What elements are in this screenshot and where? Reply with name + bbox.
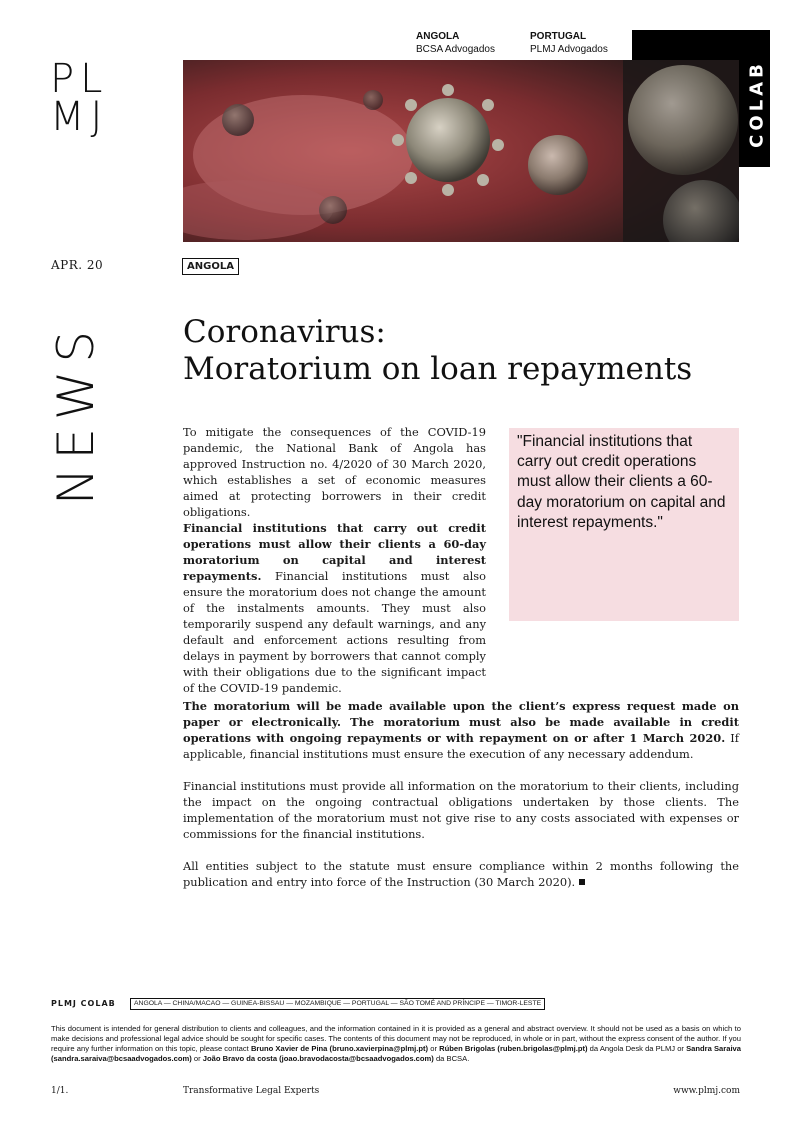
office-firm: PLMJ Advogados <box>530 44 608 55</box>
coronavirus-illustration <box>183 60 739 242</box>
contact-1: Bruno Xavier de Pina (bruno.xavierpina@plmj.pt) <box>250 1044 429 1053</box>
disclaimer-joiner: da BCSA. <box>433 1054 470 1063</box>
publication-date: APR. 20 <box>51 258 104 272</box>
office-country: ANGOLA <box>416 31 460 42</box>
paragraph-1: To mitigate the consequences of the COVID-19 pandemic, the National Bank of Angola has approved Instruction no. 4/2020 of 30 March 2020, which establishes a set of economic measures aimed at protecting borrowers in their credit obligations. <box>183 425 486 519</box>
tagline: Transformative Legal Experts <box>183 1086 320 1096</box>
paragraph-3-bold: The moratorium will be made available upon the client’s express request made on paper or electronically. The moratorium must also be made available in credit operations with ongoing repayments or with repayment on or after 1 March 2020. <box>183 699 739 745</box>
plmj-logo <box>50 56 134 140</box>
contact-3: Sandra Saraiva (sandra.saraiva@bcsaadvogados.com) <box>51 1044 742 1063</box>
disclaimer <box>51 1024 741 1064</box>
disclaimer-text: This document is intended for general distribution to clients and colleagues, and the information contained in it is provided as a general and abstract overview. It should not be used as a basis on which to make decisions and professional legal advice should be sought for specific cases. The contents of this document may not be reproduced, in whole or in part, without the express consent of the author. If you require any further information on this topic, please contact <box>51 1024 741 1053</box>
paragraph-2 <box>183 520 486 696</box>
end-mark-icon <box>579 879 585 885</box>
contact-2: Rúben Brigolas (ruben.brigolas@plmj.pt) <box>439 1044 588 1053</box>
logo-line-1: PL <box>50 56 109 102</box>
hero-image <box>183 60 739 242</box>
office-portugal <box>530 30 608 56</box>
article-title <box>183 314 743 388</box>
website-link[interactable]: www.plmj.com <box>673 1086 740 1096</box>
colab-label: COLAB <box>746 60 768 148</box>
title-line-1: Coronavirus: <box>183 314 386 350</box>
disclaimer-joiner: or <box>191 1054 203 1063</box>
disclaimer-joiner: da Angola Desk da PLMJ or <box>587 1044 687 1053</box>
paragraph-3-text: If applicable, financial institutions must ensure the execution of any necessary addendum. <box>183 731 739 761</box>
logo-line-2: MJ <box>50 94 109 140</box>
contact-4: João Bravo da costa (joao.bravodacosta@bcsaadvogados.com) <box>202 1054 434 1063</box>
title-line-2: Moratorium on loan repayments <box>183 351 693 387</box>
office-firm: BCSA Advogados <box>416 44 495 55</box>
paragraph-4: Financial institutions must provide all information on the moratorium to their clients, including the impact on the ongoing contractual obligations undertaken by those clients. The implementation of the moratorium must not give rise to any costs associated with expenses or commissions for the financial institutions. <box>183 779 739 841</box>
disclaimer-joiner: or <box>428 1044 440 1053</box>
paragraph-3 <box>183 698 739 762</box>
office-country: PORTUGAL <box>530 31 587 42</box>
paragraph-5 <box>183 858 739 890</box>
pull-quote: "Financial institutions that carry out credit operations must allow their clients a 60-day moratorium on capital and interest repayments." <box>509 428 739 621</box>
paragraph-2-text: Financial institutions must also ensure the moratorium does not change the amount of the instalments amounts. They must also temporarily suspend any default warnings, and any default and enforcement actions resulting from delays in payment by borrowers that cannot comply with their obligations due to the significant impact of the COVID-19 pandemic. <box>183 569 486 695</box>
paragraph-5-text: All entities subject to the statute must ensure compliance within 2 months following the publication and entry into force of the Instruction (30 March 2020). <box>183 859 739 889</box>
country-tag: ANGOLA <box>182 258 239 275</box>
section-label: NEWS <box>47 322 105 506</box>
footer-countries: ANGOLA — CHINA/MACAO — GUINEA-BISSAU — MOZAMBIQUE — PORTUGAL — SÃO TOMÉ AND PRÍNCIPE — TIMOR-LESTE <box>130 998 545 1010</box>
page-number: 1/1. <box>51 1086 69 1096</box>
office-angola <box>416 30 495 56</box>
footer-brand: PLMJ COLAB <box>51 999 116 1008</box>
paragraph-2-bold: Financial institutions that carry out credit operations must allow their clients a 60-day moratorium on capital and interest repayments. <box>183 521 486 583</box>
